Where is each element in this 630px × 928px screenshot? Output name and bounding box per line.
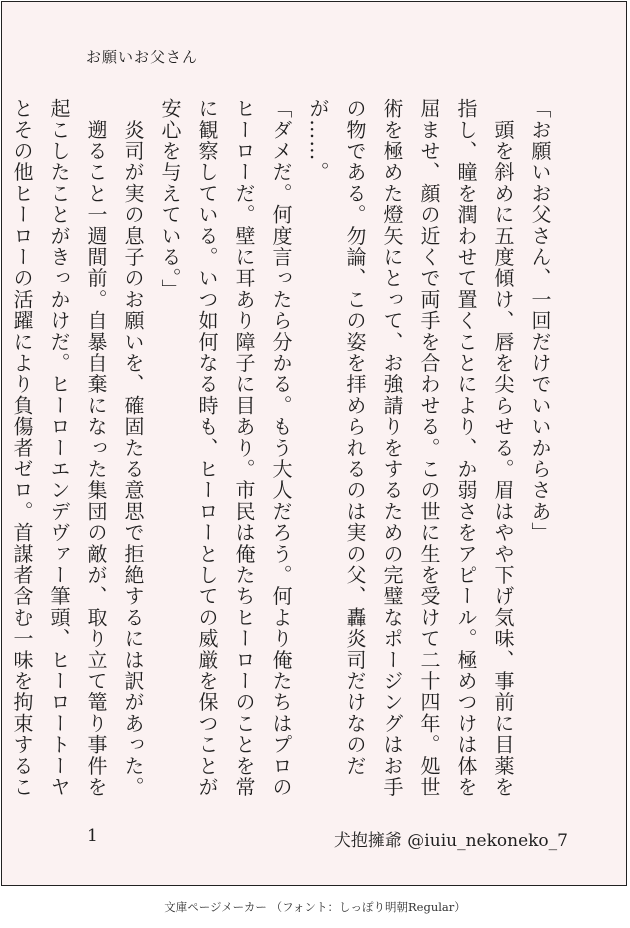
author-credit: 犬抱擁爺 @iuiu_nekoneko_7 bbox=[333, 831, 568, 851]
body-paragraph: 「ダメだ。何度言ったら分かる。もう大人だろう。何より俺たちはプロのヒーローだ。壁に耳あり障子に目あり。市民は俺たちヒーローのことを常に観察している。いつ如何なる時も、ヒーローとしての威厳を保つことが安心を与えている。」 bbox=[158, 98, 293, 798]
body-paragraph: 頭を斜めに五度傾け、唇を尖らせる。眉はやや下げ気味、事前に目薬を指し、瞳を潤わせて置くことにより、か弱さをアピール。極めつけは体を屈ませ、顔の近くで両手を合わせる。この世に生を受けて二十四年。処世術を極めた燈矢にとって、お強請りをするための完璧なポージングはお手の物である。勿論、この姿を拝められるのは実の父、轟炎司だけなのだが……。 bbox=[306, 98, 515, 798]
body-paragraph: 「お願いお父さん、一回だけでいいからさあ」 bbox=[528, 98, 552, 544]
vertical-body-text bbox=[10, 98, 558, 808]
body-paragraph: 遡ること一週間前。自暴自棄になった集団の敵が、取り立て篭り事件を起こしたことがきっかけだ。ヒーローエンデヴァー筆頭、ヒーロートーヤとその他ヒーローの活躍により負傷者ゼロ。首謀者含む一味を拘束するこ bbox=[10, 98, 108, 798]
generator-credit: 文庫ページメーカー （フォント：しっぽり明朝Regular） bbox=[164, 900, 466, 914]
page-number: 1 bbox=[87, 826, 98, 846]
page-header-title: お願いお父さん bbox=[86, 48, 199, 66]
manuscript-page bbox=[1, 1, 627, 886]
body-paragraph: 炎司が実の息子のお願いを、確固たる意思で拒絶するには訳があった。 bbox=[121, 98, 145, 798]
